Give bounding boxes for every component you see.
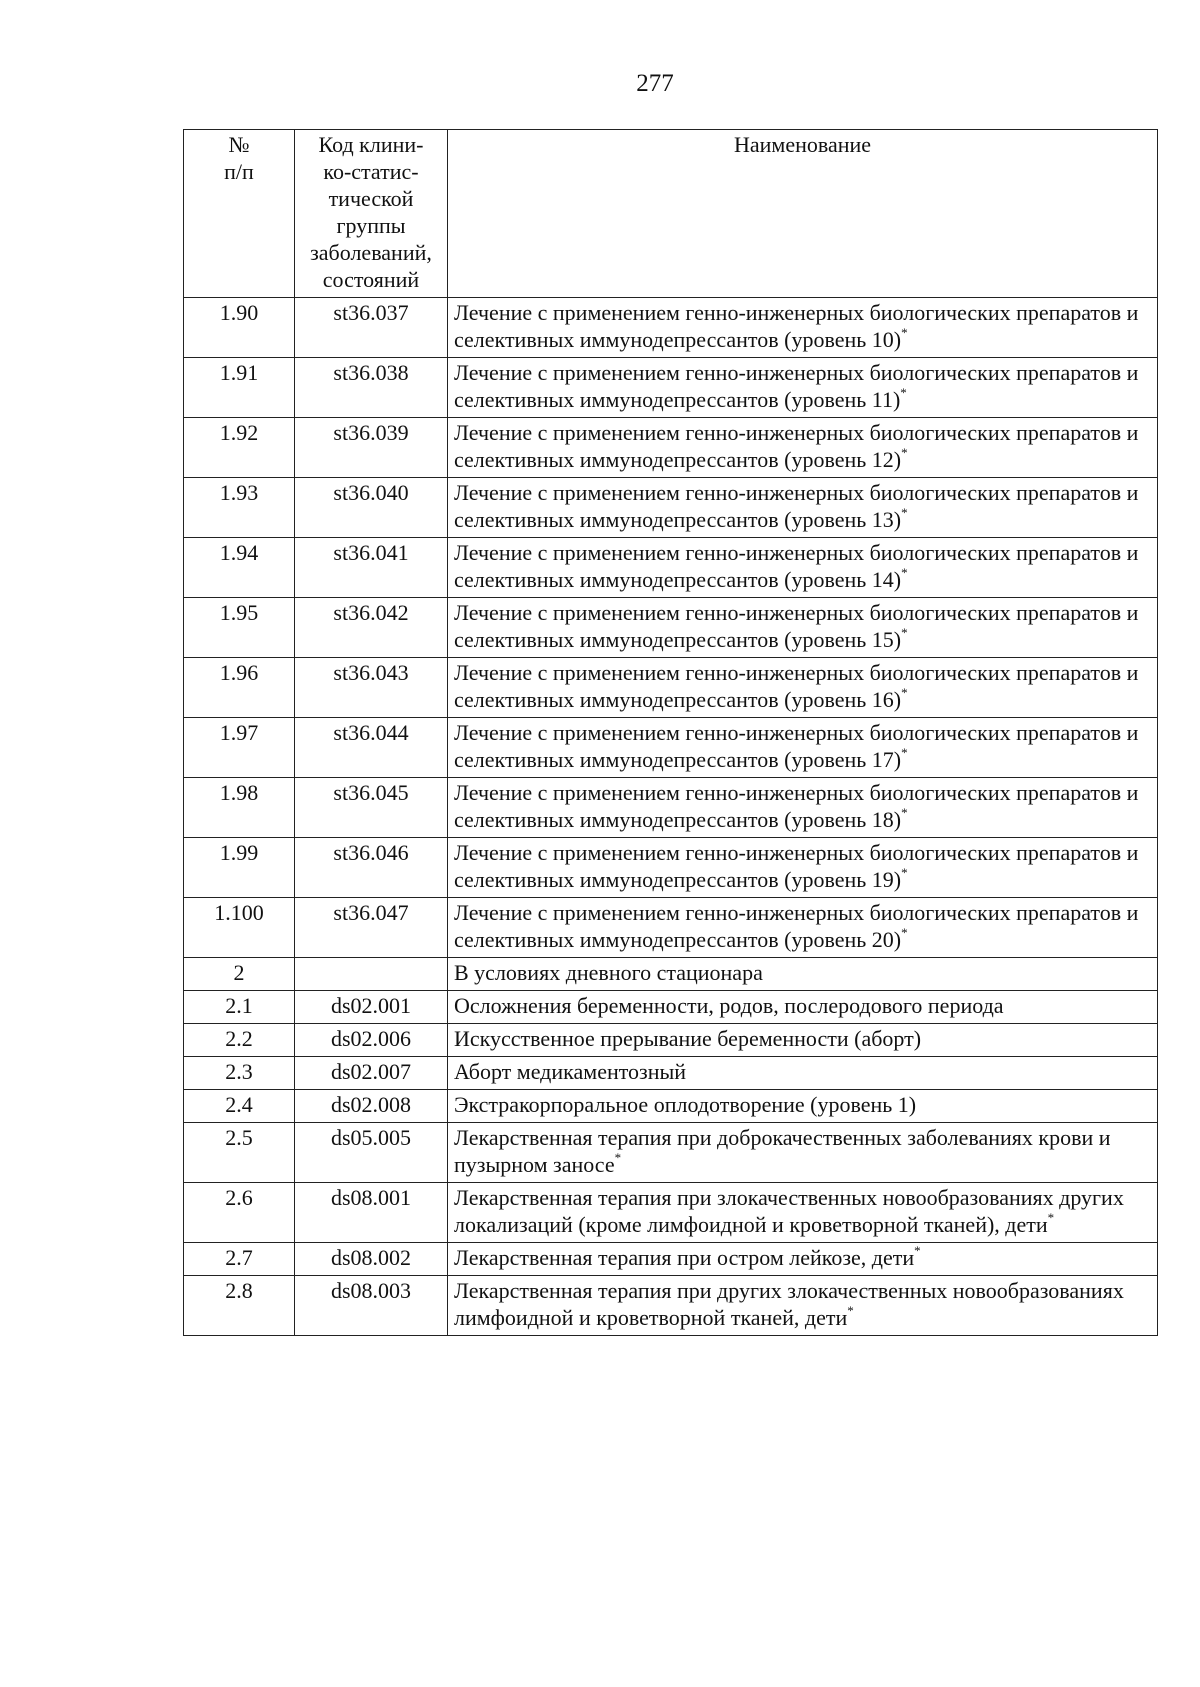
header-number: № п/п — [184, 130, 295, 298]
footnote-mark: * — [901, 685, 908, 700]
row-name-cell — [448, 718, 1158, 778]
row-name: Осложнения беременности, родов, послеродового периода — [454, 993, 1004, 1018]
row-name: Лечение с применением генно-инженерных биологических препаратов и селективных иммунодепрессантов (уровень 11) — [454, 360, 1139, 412]
footnote-mark: * — [901, 505, 908, 520]
row-name-cell — [448, 1243, 1158, 1276]
row-number: 2.8 — [184, 1276, 295, 1336]
row-name: Лечение с применением генно-инженерных биологических препаратов и селективных иммунодепрессантов (уровень 10) — [454, 300, 1139, 352]
row-name-cell — [448, 838, 1158, 898]
row-name-cell — [448, 1057, 1158, 1090]
footnote-mark: * — [901, 745, 908, 760]
table-row — [184, 1057, 1158, 1090]
row-name: Искусственное прерывание беременности (аборт) — [454, 1026, 922, 1051]
row-code: st36.043 — [295, 658, 448, 718]
footnote-mark: * — [900, 385, 907, 400]
row-name: Лечение с применением генно-инженерных биологических препаратов и селективных иммунодепрессантов (уровень 14) — [454, 540, 1139, 592]
row-number: 1.94 — [184, 538, 295, 598]
row-name: Лечение с применением генно-инженерных биологических препаратов и селективных иммунодепрессантов (уровень 16) — [454, 660, 1139, 712]
row-name-cell — [448, 658, 1158, 718]
row-number: 2.3 — [184, 1057, 295, 1090]
table-header-row — [184, 130, 1158, 298]
row-name-cell — [448, 538, 1158, 598]
row-name: Лечение с применением генно-инженерных биологических препаратов и селективных иммунодепрессантов (уровень 18) — [454, 780, 1139, 832]
table-row — [184, 838, 1158, 898]
groups-table — [183, 129, 1158, 1336]
row-code: ds08.002 — [295, 1243, 448, 1276]
row-name: Лечение с применением генно-инженерных биологических препаратов и селективных иммунодепрессантов (уровень 12) — [454, 420, 1139, 472]
row-name: Экстракорпоральное оплодотворение (уровень 1) — [454, 1092, 917, 1117]
row-name-cell — [448, 1123, 1158, 1183]
table-row — [184, 1090, 1158, 1123]
row-name-cell — [448, 1183, 1158, 1243]
table-row — [184, 358, 1158, 418]
row-name-cell — [448, 1276, 1158, 1336]
table-row — [184, 991, 1158, 1024]
row-name: Лечение с применением генно-инженерных биологических препаратов и селективных иммунодепрессантов (уровень 19) — [454, 840, 1139, 892]
header-name: Наименование — [448, 130, 1158, 298]
table-row — [184, 538, 1158, 598]
row-name-cell — [448, 898, 1158, 958]
row-name-cell — [448, 1090, 1158, 1123]
row-number: 1.90 — [184, 298, 295, 358]
row-name-cell — [448, 958, 1158, 991]
row-name-cell — [448, 418, 1158, 478]
row-name-cell — [448, 598, 1158, 658]
table-row — [184, 1123, 1158, 1183]
table-row — [184, 418, 1158, 478]
footnote-mark: * — [847, 1303, 854, 1318]
table-row — [184, 958, 1158, 991]
row-number: 1.96 — [184, 658, 295, 718]
row-name-cell — [448, 778, 1158, 838]
row-number: 1.98 — [184, 778, 295, 838]
row-code: ds02.008 — [295, 1090, 448, 1123]
row-code: ds08.001 — [295, 1183, 448, 1243]
row-name: Лекарственная терапия при остром лейкозе, дети — [454, 1245, 915, 1270]
row-name: Лекарственная терапия при злокачественных новообразованиях других локализаций (кроме лимфоидной и кроветворной тканей), дети — [454, 1185, 1124, 1237]
row-number: 1.95 — [184, 598, 295, 658]
row-code: st36.040 — [295, 478, 448, 538]
row-name: Лекарственная терапия при доброкачественных заболеваниях крови и пузырном заносе — [454, 1125, 1111, 1177]
footnote-mark: * — [901, 445, 908, 460]
page-number: 277 — [636, 70, 674, 97]
footnote-mark: * — [914, 1243, 921, 1258]
row-name-cell — [448, 358, 1158, 418]
footnote-mark: * — [1047, 1210, 1055, 1225]
row-number: 2.5 — [184, 1123, 295, 1183]
row-name: Лечение с применением генно-инженерных биологических препаратов и селективных иммунодепрессантов (уровень 15) — [454, 600, 1139, 652]
table-row — [184, 778, 1158, 838]
row-code: st36.039 — [295, 418, 448, 478]
row-number: 1.100 — [184, 898, 295, 958]
table-row — [184, 1276, 1158, 1336]
row-number: 2.1 — [184, 991, 295, 1024]
row-code: ds05.005 — [295, 1123, 448, 1183]
row-name: Лечение с применением генно-инженерных биологических препаратов и селективных иммунодепрессантов (уровень 13) — [454, 480, 1139, 532]
row-number: 1.93 — [184, 478, 295, 538]
table-row — [184, 598, 1158, 658]
row-name-cell — [448, 478, 1158, 538]
row-name: Аборт медикаментозный — [454, 1059, 687, 1084]
row-code: ds02.006 — [295, 1024, 448, 1057]
row-number: 2 — [184, 958, 295, 991]
row-name: Лечение с применением генно-инженерных биологических препаратов и селективных иммунодепрессантов (уровень 20) — [454, 900, 1139, 952]
row-code — [295, 958, 448, 991]
table-row — [184, 298, 1158, 358]
footnote-mark: * — [901, 325, 908, 340]
row-code: st36.045 — [295, 778, 448, 838]
row-code: ds02.007 — [295, 1057, 448, 1090]
table-row — [184, 718, 1158, 778]
row-code: st36.038 — [295, 358, 448, 418]
footnote-mark: * — [901, 565, 908, 580]
row-number: 2.2 — [184, 1024, 295, 1057]
table-row — [184, 898, 1158, 958]
row-code: st36.044 — [295, 718, 448, 778]
row-number: 2.7 — [184, 1243, 295, 1276]
row-name: Лекарственная терапия при других злокачественных новообразованиях лимфоидной и кроветворной тканей, дети — [454, 1278, 1124, 1330]
row-code: ds02.001 — [295, 991, 448, 1024]
footnote-mark: * — [901, 625, 908, 640]
row-name-cell — [448, 298, 1158, 358]
table-row — [184, 658, 1158, 718]
row-name: В условиях дневного стационара — [454, 960, 763, 985]
row-number: 1.97 — [184, 718, 295, 778]
row-code: st36.047 — [295, 898, 448, 958]
footnote-mark: * — [614, 1150, 622, 1165]
row-code: st36.046 — [295, 838, 448, 898]
footnote-mark: * — [901, 865, 908, 880]
row-name-cell — [448, 1024, 1158, 1057]
row-code: st36.037 — [295, 298, 448, 358]
header-code: Код клини- ко-статис- тической группы заболеваний, состояний — [295, 130, 448, 298]
row-number: 1.92 — [184, 418, 295, 478]
table-body — [184, 298, 1158, 1336]
table-row — [184, 1024, 1158, 1057]
table-row — [184, 478, 1158, 538]
row-number: 1.91 — [184, 358, 295, 418]
footnote-mark: * — [901, 805, 908, 820]
row-number: 2.6 — [184, 1183, 295, 1243]
row-number: 2.4 — [184, 1090, 295, 1123]
row-code: st36.041 — [295, 538, 448, 598]
footnote-mark: * — [901, 925, 908, 940]
row-number: 1.99 — [184, 838, 295, 898]
row-code: st36.042 — [295, 598, 448, 658]
table-row — [184, 1183, 1158, 1243]
row-code: ds08.003 — [295, 1276, 448, 1336]
row-name: Лечение с применением генно-инженерных биологических препаратов и селективных иммунодепрессантов (уровень 17) — [454, 720, 1139, 772]
row-name-cell — [448, 991, 1158, 1024]
table-row — [184, 1243, 1158, 1276]
